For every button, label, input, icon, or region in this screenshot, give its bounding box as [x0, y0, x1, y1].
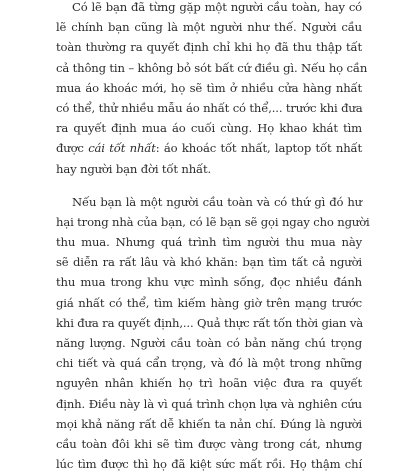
text-line: Nếu bạn là một người cầu toàn và có thứ gì đó hư	[72, 194, 362, 209]
text-line: hại trong nhà của bạn, có lẽ bạn sẽ gọi ngay cho người	[56, 214, 370, 229]
text-line: cả thông tin – không bỏ sót bất cứ điều gì. Nếu họ cần	[56, 60, 368, 75]
text-line: khi đưa ra quyết định,... Quả thực rất tốn thời gian và	[56, 315, 364, 330]
text-line: mua áo khoác mới, họ sẽ tìm ở nhiều cửa hàng nhất	[56, 80, 362, 95]
text-line: năng lượng. Người cầu toàn có bản năng chú trọng	[56, 336, 362, 350]
text-run: được	[56, 141, 89, 156]
text-line: thu mua. Nhưng quá trình tìm người thu mua này	[56, 235, 362, 250]
text-line: lẽ chính bạn cũng là một người như thế. Người cầu	[56, 20, 362, 35]
text-line: toàn thường ra quyết định chỉ khi họ đã thu thập tất	[56, 40, 362, 55]
text-line: nguyên nhân khiến họ trì hoãn việc đưa ra quyết	[56, 376, 362, 391]
text-line: định. Điều này là vì quá trình chọn lựa và nghiên cứu	[56, 396, 362, 411]
paragraph-1	[56, 0, 368, 179]
text-run: : áo khoác tốt nhất, laptop tốt nhất	[155, 141, 362, 156]
text-line: ra quyết định mua áo cuối cùng. Họ khao khát tìm	[56, 121, 362, 136]
text-line: hay người bạn đời tốt nhất.	[56, 161, 212, 176]
body-text	[56, 0, 370, 474]
text-line-with-emphasis	[56, 138, 362, 158]
text-line: chi tiết và quá cẩn trọng, và đó là một trong những	[56, 356, 362, 371]
paragraph-2	[56, 192, 370, 474]
text-line: có thể, thử nhiều mẫu áo nhất có thể,... trước khi đưa	[56, 100, 363, 115]
text-line: lúc tìm được thì họ đã kiệt sức mất rồi. Họ thậm chí	[56, 457, 362, 472]
text-line: thu mua trong khu vực mình sống, đọc nhiều đánh	[56, 275, 362, 290]
text-line: giá nhất có thể, tìm kiếm hàng giờ trên mạng trước	[56, 295, 362, 310]
text-line: Có lẽ bạn đã từng gặp một người cầu toàn, hay có	[72, 0, 362, 14]
text-line: sẽ diễn ra rất lâu và khó khăn: bạn tìm tất cả người	[56, 255, 362, 270]
emphasis-text: cái tốt nhất	[88, 141, 156, 156]
text-line: mọi khả năng rất dễ khiến ta nản chí. Đúng là người	[56, 416, 362, 431]
text-line: cầu toàn đôi khi sẽ tìm được vàng trong cát, nhưng	[56, 436, 362, 451]
